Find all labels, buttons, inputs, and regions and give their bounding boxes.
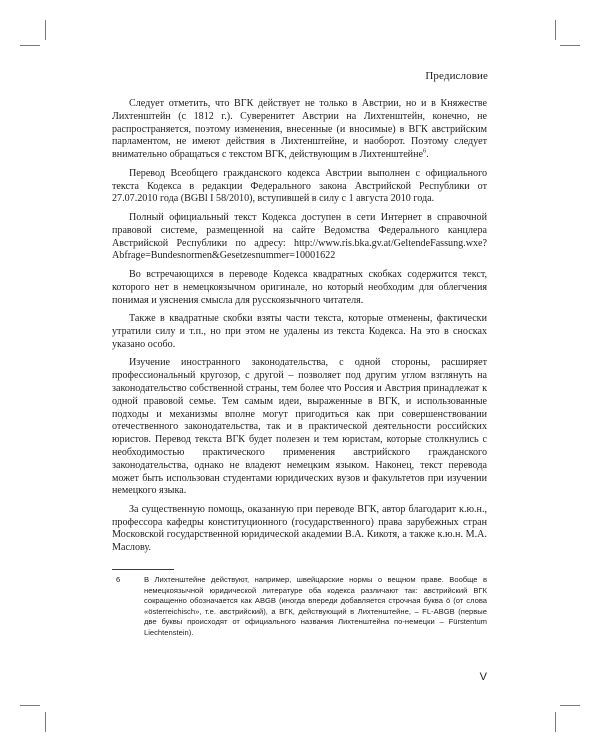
crop-mark [560,45,580,46]
paragraph-text: Следует отметить, что ВГК действует не только в Австрии, но и в Княжестве Лихтенштейн (с 1812 г.). Суверенитет Австрии на Лихтенштейн, конечно, не распространяется, поэтому изменения, внесенные (и вносимые) в ВГК австрийским парламентом, не имеют действия в Лихтенштейне, и наоборот. Поэтому следует внимательно обращаться с текстом ВГК, действующим в Лихтенштейне [112,98,487,161]
crop-mark [20,705,40,706]
paragraph: Следует отметить, что ВГК действует не только в Австрии, но и в Княжестве Лихтенштейн (с 1812 г.). Суверенитет Австрии на Лихтенштейн, конечно, не распространяется, поэтому изменения, внесенные (и вносимые) в ВГК австрийским парламентом, не имеют действия в Лихтенштейне, и наоборот. Поэтому следует внимательно обращаться с текстом ВГК, действующим в Лихтенштейне$^6$. [112,98,487,161]
crop-mark [45,712,46,732]
footnote-text: В Лихтенштейне действуют, например, швейцарские нормы о вещном праве. Вообще в немецкоязычной юридической литературе оба кодекса различают так: австрийский ВГК сокращенно обозначается как ABGB (иногда впереди добавляется строчная буква ö (от слова «österreichisch», т.е. австрийский), а ВГК, действующий в Лихтенштейне, – FL-ABGB (первые две буквы происходят от официального названия Лихтенштейна по-немецки – Fürstentum Liechtenstein). [144,575,487,637]
paragraph: Перевод Всеобщего гражданского кодекса Австрии выполнен с официального текста Кодекса в редакции Федерального закона Австрийской Республики от 27.07.2010 года (BGBl I 58/2010), вступившей в силу с 1 августа 2010 года. [112,167,487,205]
crop-mark [560,705,580,706]
crop-mark [555,712,556,732]
page-number: V [479,671,487,683]
footnote [112,575,487,638]
crop-mark [45,20,46,40]
paragraph: Также в квадратные скобки взяты части текста, которые отменены, фактически утратили силу и т.п., но при этом не удалены из текста Кодекса. На это в сносках указано особо. [112,313,487,350]
body-text [112,98,487,561]
paragraph: Изучение иностранного законодательства, с одной стороны, расширяет профессиональный кругозор, с другой – позволяет под другим углом взглянуть на законодательство собственной страны, тем более что Россия и Австрия принадлежат к одной правовой семье. Тем самым идеи, выраженные в ВГК, и использованные подходы и механизмы вполне могут пригодиться как при совершенствовании отечественного законодательства, так и в практической деятельности российских юристов. Перевод текста ВГК будет полезен и тем юристам, которые столкнулись с необходимостью практического применения австрийского гражданского законодательства, однако не владеют немецким языком. Наконец, текст перевода может быть использован студентами юридических вузов и факультетов при изучении немецкого языка. [112,357,487,497]
crop-mark [555,20,556,40]
crop-mark [20,45,40,46]
footnote-divider [112,569,174,570]
paragraph: Во встречающихся в переводе Кодекса квадратных скобках содержится текст, которого нет в немецкоязычном оригинале, но который необходим для облегчения понимая и уяснения смысла для русскоязычного читателя. [112,268,487,306]
footnote-number: 6 [116,575,121,584]
footnote-reference: 6 [422,147,427,155]
paragraph: За существенную помощь, оказанную при переводе ВГК, автор благодарит к.ю.н., профессора кафедры конституционного (государственного) права зарубежных стран Московской государственной юридической академии В.А. Кикотя, а также к.ю.н. М.А. Маслову. [112,503,487,554]
paragraph: Полный официальный текст Кодекса доступен в сети Интернет в справочной правовой системе, размещенной на сайте Ведомства Федерального канцлера Австрийской Республики по адресу: http://www.ris.bka.gv.at/GeltendeFassung.wxe?Abfrage=Bundesnormen&Gesetzesnummer=10001622 [112,211,487,262]
running-head: Предисловие [425,70,488,82]
